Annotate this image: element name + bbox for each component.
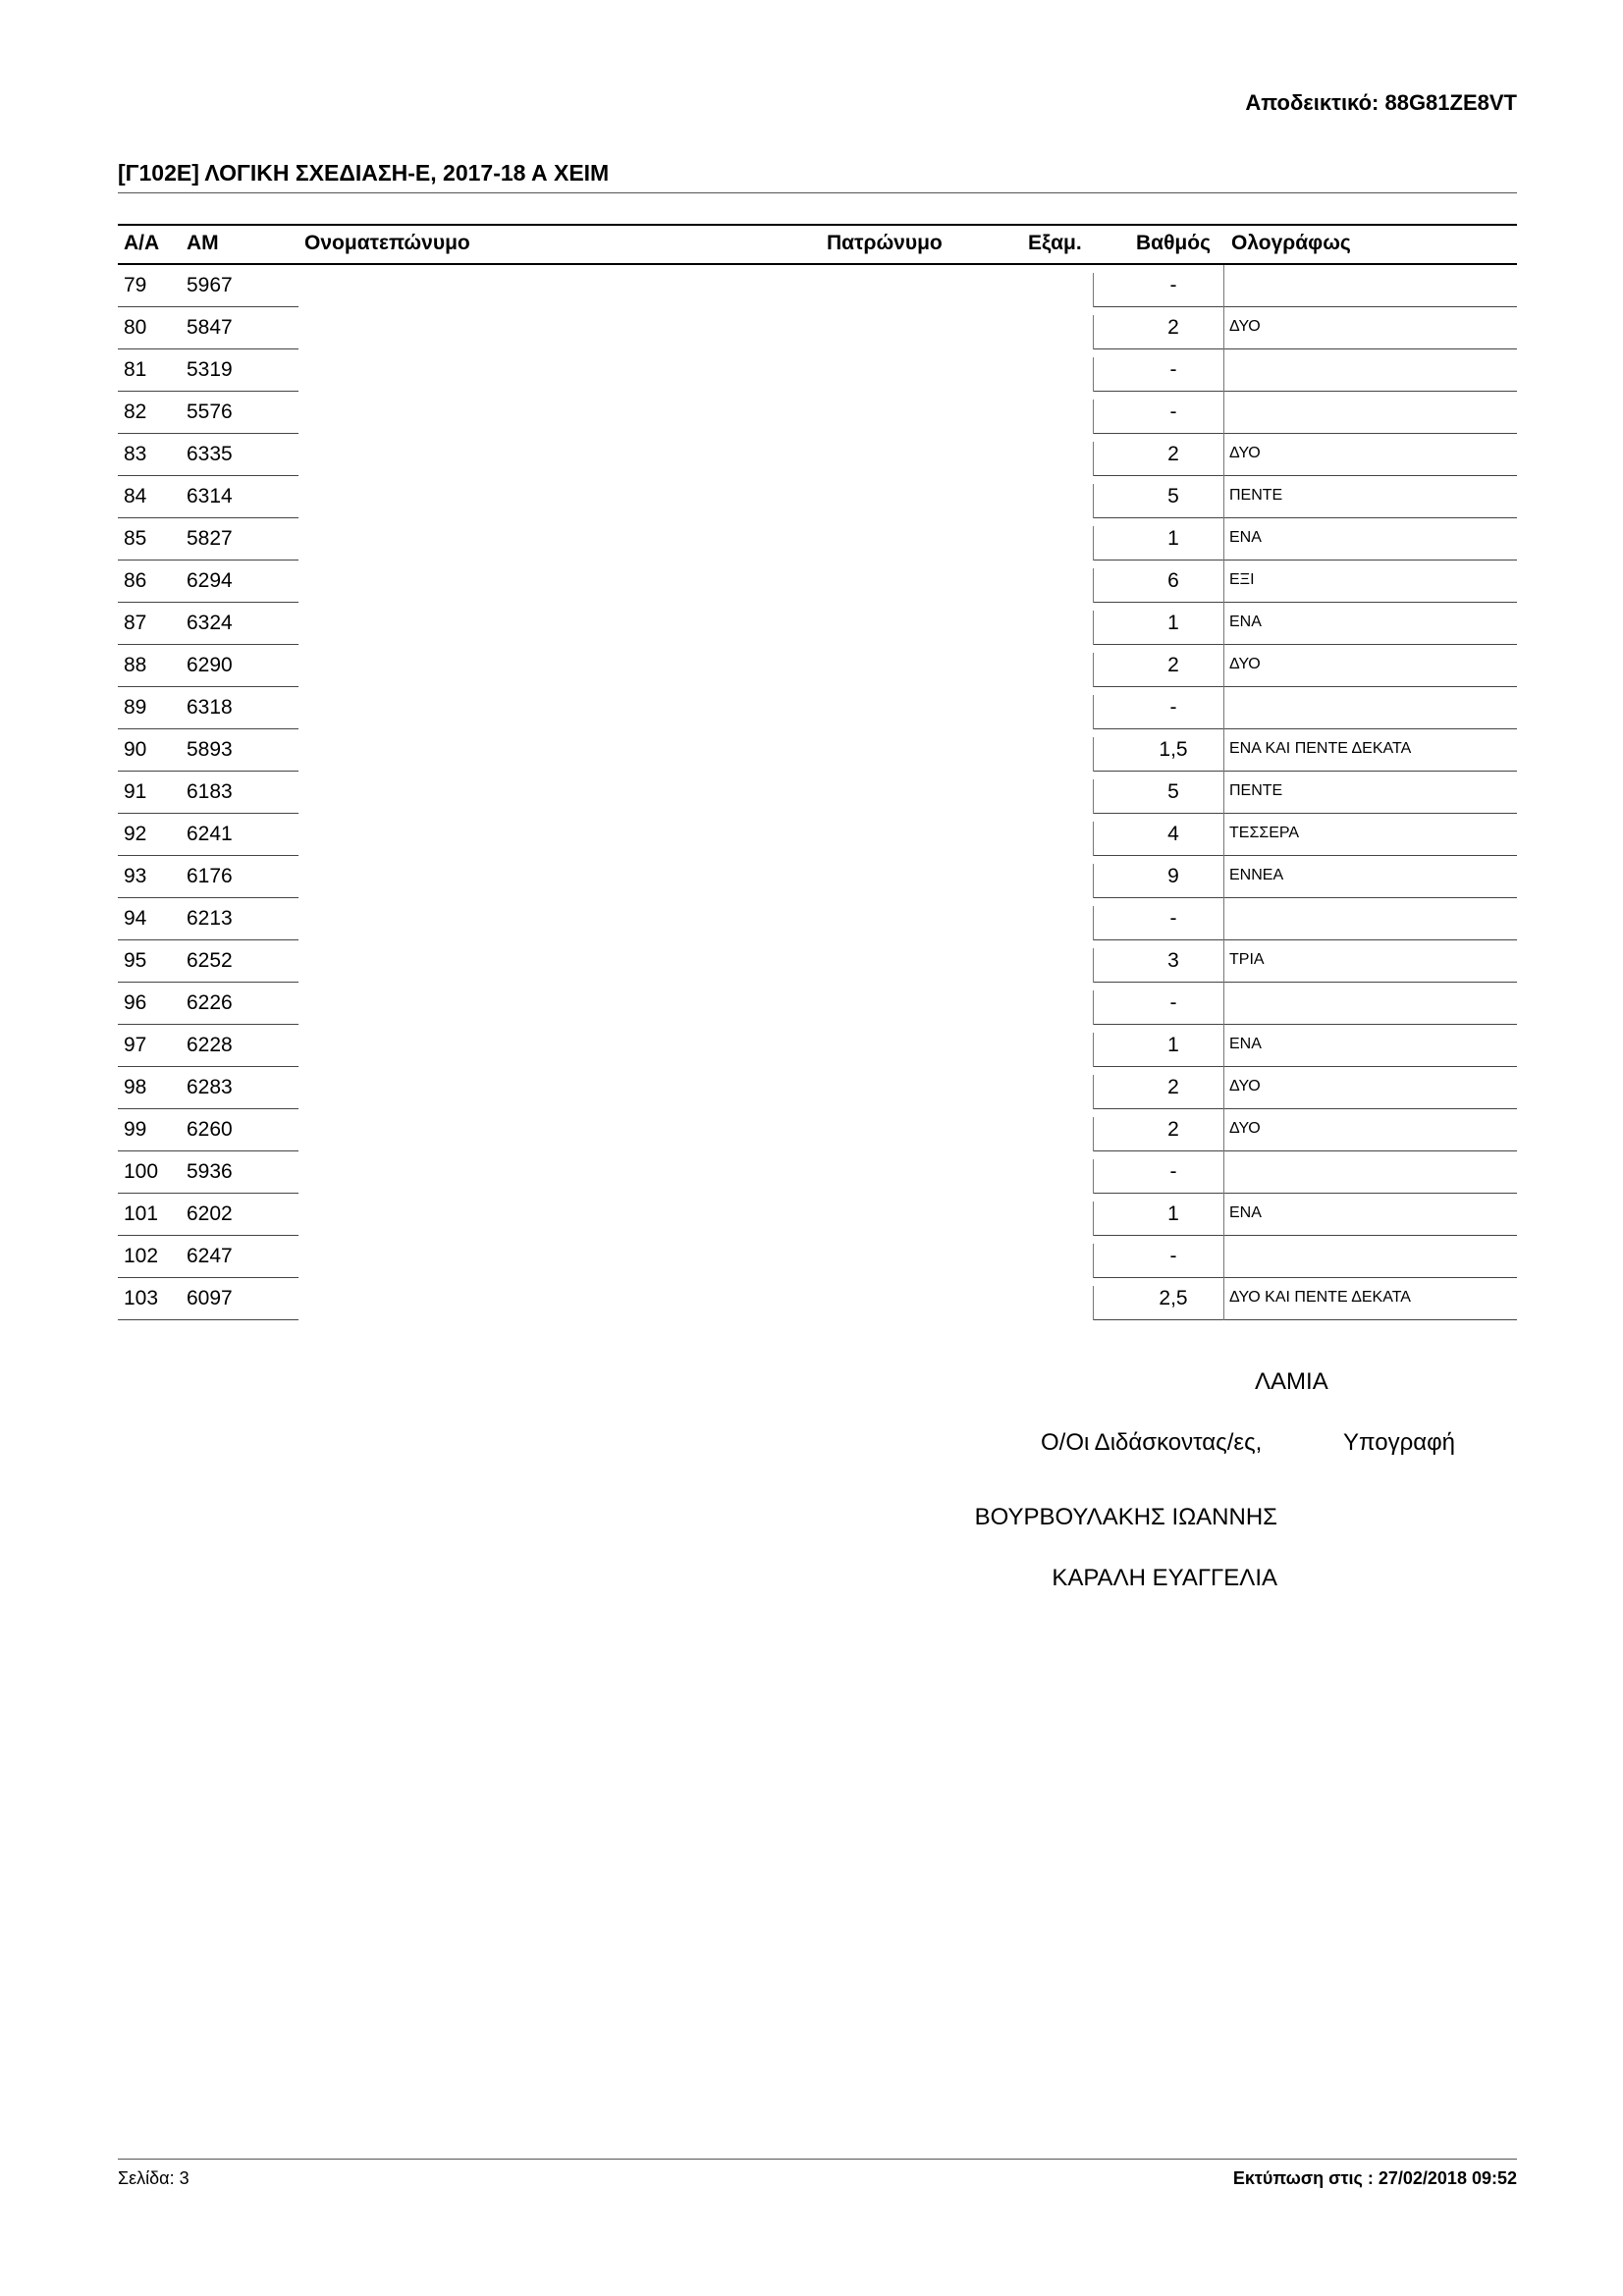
row-divider	[1093, 442, 1094, 476]
row-divider	[1223, 814, 1224, 856]
row-divider	[1093, 315, 1094, 349]
row-divider	[1223, 1067, 1224, 1109]
row-divider	[1093, 948, 1094, 983]
page-number: Σελίδα: 3	[118, 2168, 189, 2188]
row-grade: 2	[1167, 654, 1179, 676]
table-row	[0, 1109, 1623, 1151]
row-grade: -	[1169, 274, 1177, 296]
row-aa: 94	[124, 907, 147, 930]
row-grade-words: ΔΥΟ ΚΑΙ ΠΕΝΤΕ ΔΕΚΑΤΑ	[1229, 1289, 1411, 1306]
row-am: 5576	[187, 400, 233, 423]
row-aa: 84	[124, 485, 147, 507]
row-divider	[1093, 1201, 1094, 1236]
table-row	[0, 1194, 1623, 1236]
row-grade: 1	[1167, 612, 1179, 634]
row-am: 5827	[187, 527, 233, 550]
row-divider	[1223, 645, 1224, 687]
row-grade: 2	[1167, 443, 1179, 465]
row-divider	[1223, 1025, 1224, 1067]
row-am: 6290	[187, 654, 233, 676]
row-divider	[1093, 400, 1094, 434]
row-grade: 2,5	[1159, 1287, 1188, 1309]
table-row	[0, 898, 1623, 940]
row-aa: 100	[124, 1160, 159, 1183]
row-aa: 98	[124, 1076, 147, 1098]
row-am: 6314	[187, 485, 233, 507]
table-row	[0, 1025, 1623, 1067]
row-grade-words: ΕΝΑ ΚΑΙ ΠΕΝΤΕ ΔΕΚΑΤΑ	[1229, 740, 1412, 757]
row-aa: 87	[124, 612, 147, 634]
row-divider	[1093, 1033, 1094, 1067]
row-grade-words: ΤΡΙΑ	[1229, 951, 1265, 968]
column-header-name: Ονοματεπώνυμο	[304, 232, 470, 254]
row-divider	[1223, 687, 1224, 729]
row-am: 5319	[187, 358, 233, 381]
row-rule-left	[118, 1319, 298, 1320]
row-divider	[1093, 653, 1094, 687]
table-row	[0, 1278, 1623, 1320]
row-am: 6202	[187, 1202, 233, 1225]
row-grade: -	[1169, 1160, 1177, 1183]
row-am: 6241	[187, 823, 233, 845]
row-am: 6228	[187, 1034, 233, 1056]
row-divider	[1093, 990, 1094, 1025]
row-divider	[1223, 392, 1224, 434]
row-divider	[1223, 729, 1224, 772]
table-row	[0, 434, 1623, 476]
table-row	[0, 856, 1623, 898]
row-divider	[1093, 484, 1094, 518]
table-row	[0, 603, 1623, 645]
table-row	[0, 392, 1623, 434]
row-grade: -	[1169, 991, 1177, 1014]
row-grade-words: ΔΥΟ	[1229, 656, 1261, 672]
table-row	[0, 729, 1623, 772]
row-divider	[1223, 1109, 1224, 1151]
row-grade: 2	[1167, 1076, 1179, 1098]
row-aa: 97	[124, 1034, 147, 1056]
row-grade: 6	[1167, 569, 1179, 592]
row-divider	[1093, 737, 1094, 772]
course-title: [Γ102Ε] ΛΟΓΙΚΗ ΣΧΕΔΙΑΣΗ-Ε, 2017-18 Α ΧΕΙΜ	[118, 160, 610, 186]
row-am: 6283	[187, 1076, 233, 1098]
row-grade: 2	[1167, 316, 1179, 339]
row-grade: 2	[1167, 1118, 1179, 1141]
row-grade-words: ΤΕΣΣΕΡΑ	[1229, 825, 1300, 841]
row-grade-words: ΔΥΟ	[1229, 445, 1261, 461]
row-divider	[1223, 983, 1224, 1025]
row-grade-words: ΕΝΝΕΑ	[1229, 867, 1284, 883]
row-divider	[1093, 864, 1094, 898]
row-aa: 101	[124, 1202, 159, 1225]
row-grade: -	[1169, 696, 1177, 719]
row-divider	[1093, 1117, 1094, 1151]
row-grade-words: ΕΝΑ	[1229, 614, 1262, 630]
row-am: 6324	[187, 612, 233, 634]
row-divider	[1093, 357, 1094, 392]
column-header-aa: Α/Α	[124, 232, 160, 254]
table-row	[0, 307, 1623, 349]
row-grade-words: ΕΝΑ	[1229, 529, 1262, 546]
row-divider	[1223, 898, 1224, 940]
row-aa: 99	[124, 1118, 147, 1141]
table-row	[0, 1151, 1623, 1194]
table-row	[0, 983, 1623, 1025]
row-grade: -	[1169, 1245, 1177, 1267]
row-aa: 79	[124, 274, 147, 296]
row-aa: 95	[124, 949, 147, 972]
row-grade-words: ΕΝΑ	[1229, 1204, 1262, 1221]
row-am: 5893	[187, 738, 233, 761]
row-grade-words: ΔΥΟ	[1229, 318, 1261, 335]
row-divider	[1223, 265, 1224, 307]
row-grade-words: ΠΕΝΤΕ	[1229, 487, 1283, 504]
row-am: 6213	[187, 907, 233, 930]
row-grade: 1	[1167, 1202, 1179, 1225]
row-grade: -	[1169, 400, 1177, 423]
row-divider	[1093, 1286, 1094, 1320]
row-divider	[1223, 307, 1224, 349]
row-grade: 5	[1167, 780, 1179, 803]
table-header-top-rule	[118, 224, 1517, 226]
row-aa: 89	[124, 696, 147, 719]
table-row	[0, 1236, 1623, 1278]
table-row	[0, 476, 1623, 518]
row-divider	[1093, 611, 1094, 645]
row-grade: 1	[1167, 527, 1179, 550]
row-am: 6252	[187, 949, 233, 972]
row-rule-right	[1093, 1319, 1517, 1320]
row-aa: 85	[124, 527, 147, 550]
row-divider	[1093, 526, 1094, 561]
row-aa: 80	[124, 316, 147, 339]
row-grade-words: ΔΥΟ	[1229, 1078, 1261, 1095]
row-am: 6335	[187, 443, 233, 465]
table-row	[0, 518, 1623, 561]
title-divider	[118, 192, 1517, 193]
row-divider	[1093, 1244, 1094, 1278]
row-aa: 81	[124, 358, 147, 381]
column-header-father: Πατρώνυμο	[827, 232, 943, 254]
row-grade: 1,5	[1159, 738, 1188, 761]
row-grade: -	[1169, 907, 1177, 930]
row-am: 6097	[187, 1287, 233, 1309]
row-divider	[1223, 518, 1224, 561]
row-grade-words: ΕΝΑ	[1229, 1036, 1262, 1052]
row-grade-words: ΕΞΙ	[1229, 571, 1255, 588]
row-divider	[1223, 856, 1224, 898]
row-divider	[1223, 1236, 1224, 1278]
row-am: 6176	[187, 865, 233, 887]
print-timestamp: Εκτύπωση στις : 27/02/2018 09:52	[1232, 2168, 1517, 2188]
row-aa: 82	[124, 400, 147, 423]
row-aa: 88	[124, 654, 147, 676]
row-am: 6226	[187, 991, 233, 1014]
table-row	[0, 265, 1623, 307]
column-header-am: ΑΜ	[187, 232, 219, 254]
row-aa: 91	[124, 780, 147, 803]
row-divider	[1093, 568, 1094, 603]
row-divider	[1223, 561, 1224, 603]
row-divider	[1223, 940, 1224, 983]
row-grade-words: ΔΥΟ	[1229, 1120, 1261, 1137]
row-am: 5847	[187, 316, 233, 339]
column-header-grade: Βαθμός	[1136, 232, 1212, 254]
row-grade: 5	[1167, 485, 1179, 507]
row-am: 5936	[187, 1160, 233, 1183]
teacher-name: ΚΑΡΑΛΗ ΕΥΑΓΓΕΛΙΑ	[1052, 1565, 1277, 1591]
row-aa: 86	[124, 569, 147, 592]
row-am: 6247	[187, 1245, 233, 1267]
row-divider	[1093, 906, 1094, 940]
row-divider	[1093, 1159, 1094, 1194]
row-divider	[1223, 476, 1224, 518]
teachers-label: Ο/Οι Διδάσκοντας/ες,	[1041, 1429, 1263, 1456]
row-divider	[1093, 273, 1094, 307]
table-row	[0, 561, 1623, 603]
column-header-exam: Εξαμ.	[1028, 232, 1082, 254]
row-am: 6183	[187, 780, 233, 803]
table-row	[0, 687, 1623, 729]
row-aa: 102	[124, 1245, 159, 1267]
row-grade: 3	[1167, 949, 1179, 972]
footer-divider	[118, 2159, 1517, 2160]
row-grade-words: ΠΕΝΤΕ	[1229, 782, 1283, 799]
table-row	[0, 814, 1623, 856]
table-row	[0, 645, 1623, 687]
row-divider	[1223, 349, 1224, 392]
row-am: 6294	[187, 569, 233, 592]
row-aa: 90	[124, 738, 147, 761]
column-header-words: Ολογράφως	[1231, 232, 1351, 254]
row-divider	[1223, 772, 1224, 814]
row-divider	[1223, 434, 1224, 476]
teacher-name: ΒΟΥΡΒΟΥΛΑΚΗΣ ΙΩΑΝΝΗΣ	[974, 1504, 1277, 1530]
row-aa: 83	[124, 443, 147, 465]
row-divider	[1093, 822, 1094, 856]
receipt-code: Αποδεικτικό: 88G81ZE8VT	[1245, 90, 1517, 115]
signature-label: Υπογραφή	[1343, 1429, 1456, 1456]
table-row	[0, 940, 1623, 983]
row-divider	[1093, 695, 1094, 729]
row-aa: 93	[124, 865, 147, 887]
row-divider	[1093, 779, 1094, 814]
row-divider	[1223, 603, 1224, 645]
city: ΛΑΜΙΑ	[1255, 1368, 1328, 1395]
row-grade: 1	[1167, 1034, 1179, 1056]
row-aa: 96	[124, 991, 147, 1014]
row-am: 6260	[187, 1118, 233, 1141]
row-divider	[1093, 1075, 1094, 1109]
row-grade: 4	[1167, 823, 1179, 845]
row-aa: 103	[124, 1287, 159, 1309]
table-row	[0, 1067, 1623, 1109]
row-am: 6318	[187, 696, 233, 719]
row-grade: -	[1169, 358, 1177, 381]
row-divider	[1223, 1194, 1224, 1236]
row-divider	[1223, 1278, 1224, 1320]
row-divider	[1223, 1151, 1224, 1194]
row-aa: 92	[124, 823, 147, 845]
row-am: 5967	[187, 274, 233, 296]
table-row	[0, 772, 1623, 814]
table-row	[0, 349, 1623, 392]
row-grade: 9	[1167, 865, 1179, 887]
